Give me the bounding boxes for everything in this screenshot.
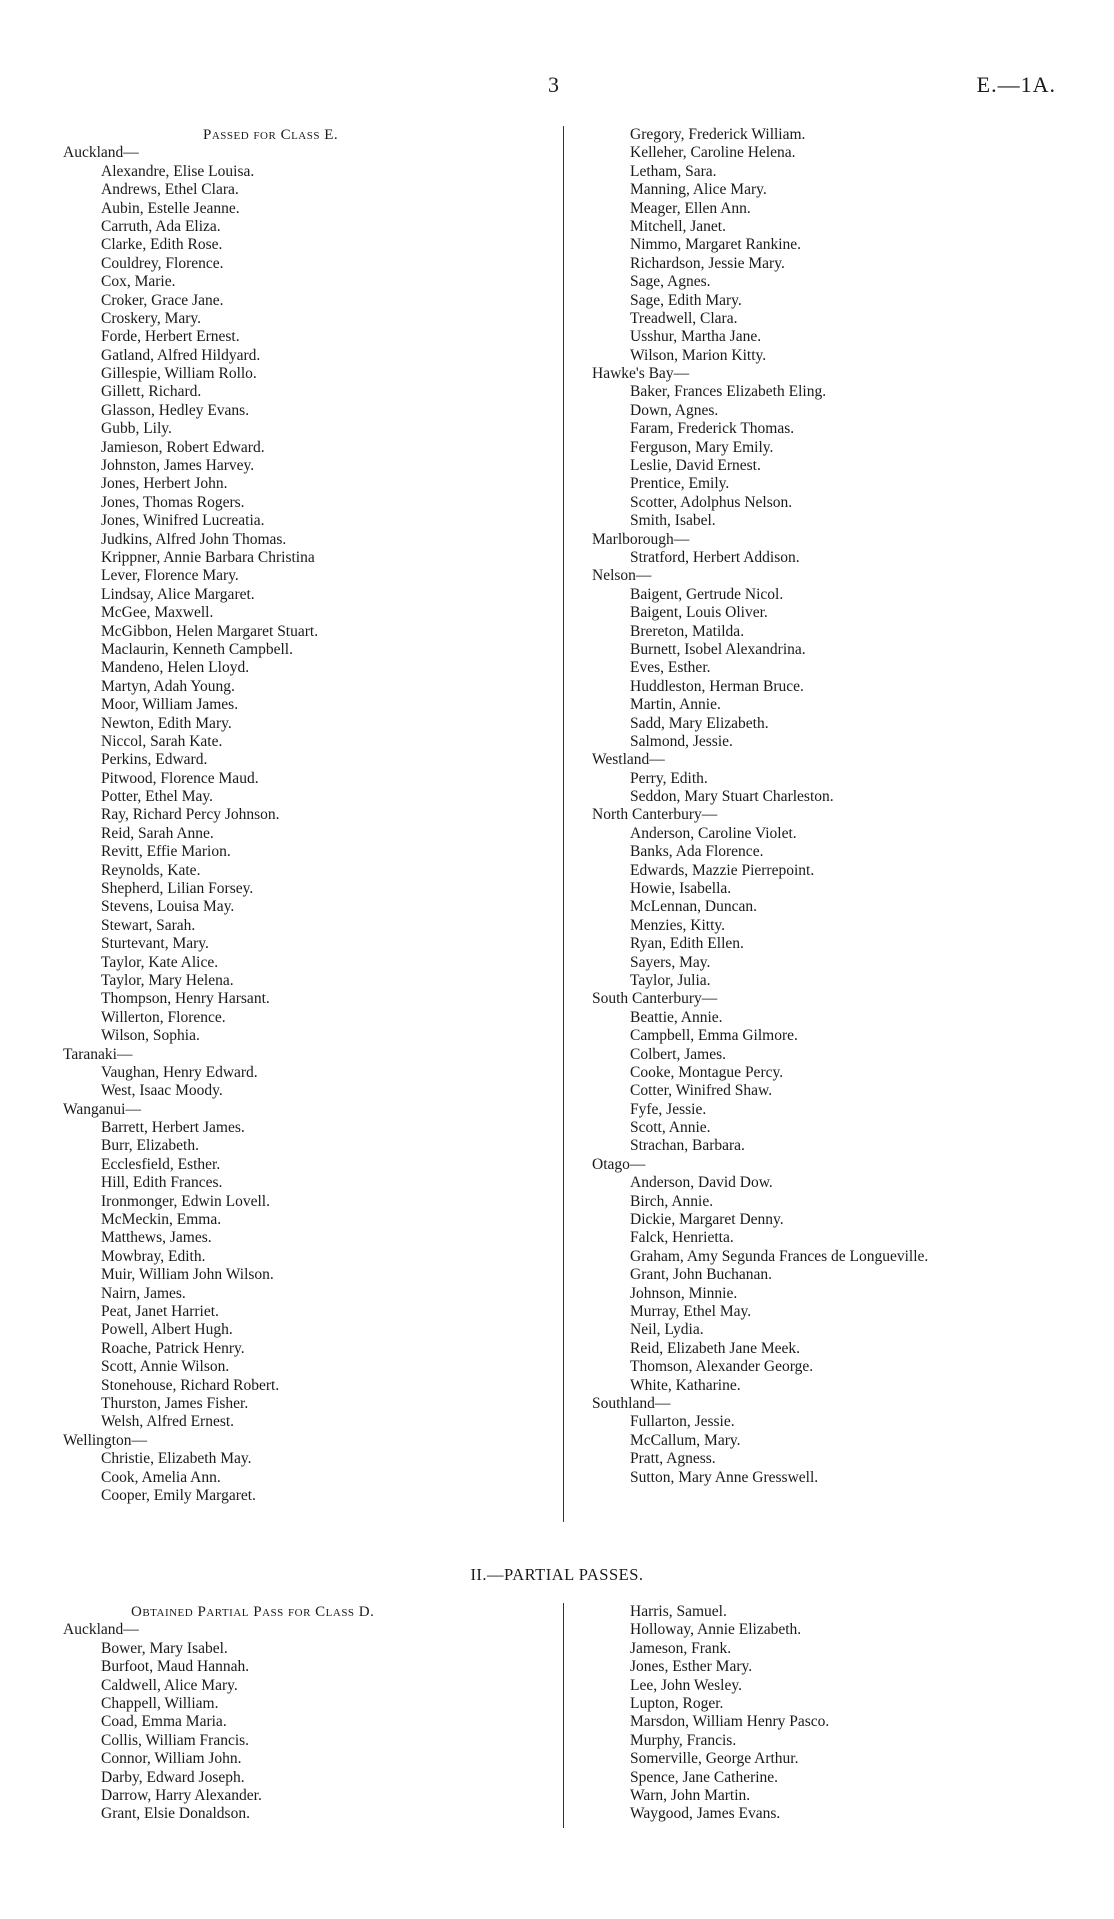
list-item: Stratford, Herbert Addison. (630, 548, 800, 566)
list-item: Thurston, James Fisher. (101, 1394, 249, 1412)
region-label: South Canterbury— (592, 990, 718, 1008)
list-item: Nairn, James. (101, 1284, 186, 1302)
list-item: Kelleher, Caroline Helena. (630, 144, 796, 162)
list-item: Stonehouse, Richard Robert. (101, 1376, 280, 1394)
region-label: Marlborough— (592, 530, 690, 548)
list-item: Richardson, Jessie Mary. (630, 254, 785, 272)
list-item: Stewart, Sarah. (101, 916, 196, 934)
list-item: Grant, Elsie Donaldson. (101, 1805, 250, 1823)
list-item: Spence, Jane Catherine. (630, 1768, 779, 1786)
list-item: Eves, Esther. (630, 659, 711, 677)
region-label: Auckland— (63, 144, 139, 162)
list-item: Croskery, Mary. (101, 309, 202, 327)
partial-passes-title: II.—PARTIAL PASSES. (470, 1565, 644, 1584)
region-label: North Canterbury— (592, 806, 718, 824)
list-item: Alexandre, Elise Louisa. (101, 162, 255, 180)
list-item: Jones, Esther Mary. (630, 1658, 753, 1676)
list-item: Scotter, Adolphus Nelson. (630, 493, 793, 511)
list-item: Muir, William John Wilson. (101, 1266, 274, 1284)
list-item: Marsdon, William Henry Pasco. (630, 1713, 830, 1731)
list-item: Wilson, Sophia. (101, 1027, 200, 1045)
list-item: Moor, William James. (101, 696, 239, 714)
list-item: Sturtevant, Mary. (101, 935, 209, 953)
list-item: Peat, Janet Harriet. (101, 1303, 219, 1320)
list-item: McGibbon, Helen Margaret Stuart. (101, 622, 319, 640)
list-item: Gregory, Frederick William. (630, 126, 806, 143)
list-item: Edwards, Mazzie Pierrepoint. (630, 861, 815, 879)
list-item: Clarke, Edith Rose. (101, 236, 223, 254)
list-item: Perry, Edith. (630, 769, 708, 787)
region-label: Hawke's Bay— (592, 365, 690, 383)
list-item: Howie, Isabella. (630, 880, 732, 898)
list-item: Martyn, Adah Young. (101, 677, 235, 695)
list-item: Jamieson, Robert Edward. (101, 438, 265, 456)
list-item: Welsh, Alfred Ernest. (101, 1413, 235, 1431)
list-item: Johnston, James Harvey. (101, 457, 255, 475)
list-item: Judkins, Alfred John Thomas. (101, 530, 287, 548)
list-item: Ferguson, Mary Emily. (630, 438, 774, 456)
list-item: Powell, Albert Hugh. (101, 1321, 233, 1339)
list-item: Burr, Elizabeth. (101, 1137, 199, 1155)
list-item: Jones, Herbert John. (101, 475, 228, 493)
list-item: Collis, William Francis. (101, 1731, 250, 1749)
list-item: Banks, Ada Florence. (630, 843, 764, 861)
list-item: Sutton, Mary Anne Gresswell. (630, 1468, 819, 1486)
list-item: Christie, Elizabeth May. (101, 1450, 252, 1468)
list-item: Letham, Sara. (630, 162, 717, 180)
list-item: Martin, Annie. (630, 696, 721, 714)
list-item: Cooke, Montague Percy. (630, 1063, 784, 1081)
list-item: Coad, Emma Maria. (101, 1713, 227, 1731)
list-item: Cook, Amelia Ann. (101, 1468, 221, 1486)
region-label: Southland— (592, 1394, 671, 1412)
list-item: Scott, Annie Wilson. (101, 1358, 230, 1376)
list-item: West, Isaac Moody. (101, 1082, 223, 1100)
list-item: Revitt, Effie Marion. (101, 843, 231, 861)
list-item: Niccol, Sarah Kate. (101, 732, 223, 750)
list-item: Anderson, David Dow. (630, 1174, 773, 1192)
list-item: Somerville, George Arthur. (630, 1750, 799, 1768)
class-d-right-column (592, 1603, 829, 1824)
list-item: Willerton, Florence. (101, 1008, 226, 1026)
list-item: Lupton, Roger. (630, 1694, 724, 1712)
list-item: Glasson, Hedley Evans. (101, 401, 250, 419)
list-item: Wilson, Marion Kitty. (630, 346, 767, 364)
list-item: Gillett, Richard. (101, 383, 202, 401)
list-item: Prentice, Emily. (630, 475, 730, 493)
column-divider (563, 126, 564, 1522)
list-item: McCallum, Mary. (630, 1431, 741, 1449)
list-item: Perkins, Edward. (101, 751, 208, 769)
list-item: Couldrey, Florence. (101, 254, 224, 272)
list-item: Gatland, Alfred Hildyard. (101, 346, 261, 364)
list-item: Jones, Winifred Lucreatia. (101, 512, 265, 530)
list-item: Ray, Richard Percy Johnson. (101, 806, 280, 824)
list-item: Pratt, Agness. (630, 1450, 716, 1468)
list-item: Krippner, Annie Barbara Christina (101, 548, 315, 566)
list-item: Dickie, Margaret Denny. (630, 1211, 784, 1229)
list-item: Baigent, Gertrude Nicol. (630, 585, 784, 603)
list-item: Cotter, Winifred Shaw. (630, 1082, 773, 1100)
list-item: Neil, Lydia. (630, 1321, 704, 1339)
list-item: Jones, Thomas Rogers. (101, 493, 245, 511)
list-item: Murray, Ethel May. (630, 1303, 752, 1320)
list-item: Smith, Isabel. (630, 512, 716, 530)
list-item: Fyfe, Jessie. (630, 1100, 707, 1118)
list-item: Treadwell, Clara. (630, 309, 738, 327)
section-heading: Obtained Partial Pass for Class D. (131, 1604, 375, 1620)
list-item: Andrews, Ethel Clara. (101, 181, 239, 199)
list-item: Chappell, William. (101, 1694, 219, 1712)
list-item: Warn, John Martin. (630, 1786, 751, 1804)
list-item: Reid, Sarah Anne. (101, 824, 214, 842)
list-item: Mitchell, Janet. (630, 217, 726, 235)
list-item: Gubb, Lily. (101, 420, 172, 438)
region-label: Wanganui— (63, 1100, 141, 1118)
list-item: Fullarton, Jessie. (630, 1413, 735, 1431)
list-item: Campbell, Emma Gilmore. (630, 1027, 798, 1045)
region-label: Otago— (592, 1155, 646, 1173)
page-number: 3 (548, 72, 559, 97)
list-item: Down, Agnes. (630, 401, 719, 419)
list-item: Jameson, Frank. (630, 1639, 732, 1657)
list-item: Sage, Edith Mary. (630, 291, 742, 309)
list-item: Brereton, Matilda. (630, 622, 745, 640)
list-item: Forde, Herbert Ernest. (101, 328, 240, 346)
list-item: McLennan, Duncan. (630, 898, 757, 916)
list-item: Taylor, Kate Alice. (101, 953, 219, 971)
list-item: Johnson, Minnie. (630, 1284, 738, 1302)
list-item: Leslie, David Ernest. (630, 457, 761, 475)
list-item: Waygood, James Evans. (630, 1805, 781, 1823)
list-item: Gillespie, William Rollo. (101, 365, 257, 383)
list-item: Huddleston, Herman Bruce. (630, 677, 804, 695)
list-item: Anderson, Caroline Violet. (630, 824, 797, 842)
list-item: Sage, Agnes. (630, 273, 711, 291)
list-item: Reid, Elizabeth Jane Meek. (630, 1339, 801, 1357)
list-item: Hill, Edith Frances. (101, 1174, 223, 1192)
list-item: Burnett, Isobel Alexandrina. (630, 640, 806, 658)
list-item: Ironmonger, Edwin Lovell. (101, 1192, 270, 1210)
list-item: White, Katharine. (630, 1376, 741, 1394)
list-item: Aubin, Estelle Jeanne. (101, 199, 240, 217)
list-item: Strachan, Barbara. (630, 1137, 745, 1155)
list-item: Mandeno, Helen Lloyd. (101, 659, 250, 677)
list-item: Darrow, Harry Alexander. (101, 1786, 262, 1804)
list-item: Harris, Samuel. (630, 1603, 727, 1620)
region-label: Nelson— (592, 567, 652, 585)
list-item: Nimmo, Margaret Rankine. (630, 236, 802, 254)
class-e-right-column (592, 126, 928, 1487)
list-item: Taylor, Julia. (630, 971, 711, 989)
list-item: Carruth, Ada Eliza. (101, 217, 221, 235)
column-divider (563, 1603, 564, 1828)
list-item: McMeckin, Emma. (101, 1211, 222, 1229)
list-item: Bower, Mary Isabel. (101, 1639, 228, 1657)
list-item: Baker, Frances Elizabeth Eling. (630, 383, 827, 401)
class-d-left-column (63, 1603, 374, 1824)
list-item: Croker, Grace Jane. (101, 291, 224, 309)
list-item: McGee, Maxwell. (101, 604, 214, 622)
list-item: Colbert, James. (630, 1045, 726, 1063)
list-item: Newton, Edith Mary. (101, 714, 232, 732)
list-item: Lee, John Wesley. (630, 1676, 742, 1694)
list-item: Thompson, Henry Harsant. (101, 990, 270, 1008)
list-item: Thomson, Alexander George. (630, 1358, 814, 1376)
list-item: Grant, John Buchanan. (630, 1266, 773, 1284)
section-heading: Passed for Class E. (203, 127, 339, 143)
list-item: Mowbray, Edith. (101, 1247, 206, 1265)
list-item: Sadd, Mary Elizabeth. (630, 714, 769, 732)
list-item: Sayers, May. (630, 953, 711, 971)
class-e-left-column (63, 126, 338, 1505)
list-item: Matthews, James. (101, 1229, 212, 1247)
list-item: Graham, Amy Segunda Frances de Longueville. (630, 1247, 929, 1265)
list-item: Faram, Frederick Thomas. (630, 420, 795, 438)
list-item: Potter, Ethel May. (101, 788, 214, 806)
list-item: Beattie, Annie. (630, 1008, 723, 1026)
list-item: Ecclesfield, Esther. (101, 1155, 221, 1173)
list-item: Shepherd, Lilian Forsey. (101, 880, 254, 898)
list-item: Seddon, Mary Stuart Charleston. (630, 788, 834, 806)
region-label: Taranaki— (63, 1045, 133, 1063)
region-label: Wellington— (63, 1431, 147, 1449)
list-item: Birch, Annie. (630, 1192, 714, 1210)
list-item: Lever, Florence Mary. (101, 567, 239, 585)
region-label: Auckland— (63, 1621, 139, 1639)
list-item: Lindsay, Alice Margaret. (101, 585, 255, 603)
list-item: Caldwell, Alice Mary. (101, 1676, 238, 1694)
list-item: Cox, Marie. (101, 273, 176, 291)
list-item: Manning, Alice Mary. (630, 181, 767, 199)
region-label: Westland— (592, 751, 665, 769)
list-item: Cooper, Emily Margaret. (101, 1486, 256, 1504)
list-item: Vaughan, Henry Edward. (101, 1063, 258, 1081)
list-item: Darby, Edward Joseph. (101, 1768, 245, 1786)
list-item: Holloway, Annie Elizabeth. (630, 1621, 802, 1639)
list-item: Maclaurin, Kenneth Campbell. (101, 640, 293, 658)
list-item: Baigent, Louis Oliver. (630, 604, 768, 622)
list-item: Barrett, Herbert James. (101, 1119, 245, 1137)
list-item: Salmond, Jessie. (630, 732, 733, 750)
list-item: Reynolds, Kate. (101, 861, 201, 879)
list-item: Roache, Patrick Henry. (101, 1339, 245, 1357)
list-item: Burfoot, Maud Hannah. (101, 1658, 250, 1676)
list-item: Ryan, Edith Ellen. (630, 935, 744, 953)
list-item: Usshur, Martha Jane. (630, 328, 762, 346)
list-item: Meager, Ellen Ann. (630, 199, 751, 217)
list-item: Pitwood, Florence Maud. (101, 769, 259, 787)
list-item: Taylor, Mary Helena. (101, 971, 234, 989)
list-item: Scott, Annie. (630, 1119, 711, 1137)
list-item: Murphy, Francis. (630, 1731, 737, 1749)
list-item: Stevens, Louisa May. (101, 898, 235, 916)
list-item: Connor, William John. (101, 1750, 242, 1768)
list-item: Falck, Henrietta. (630, 1229, 734, 1247)
list-item: Menzies, Kitty. (630, 916, 725, 934)
page-reference: E.—1A. (976, 72, 1056, 97)
